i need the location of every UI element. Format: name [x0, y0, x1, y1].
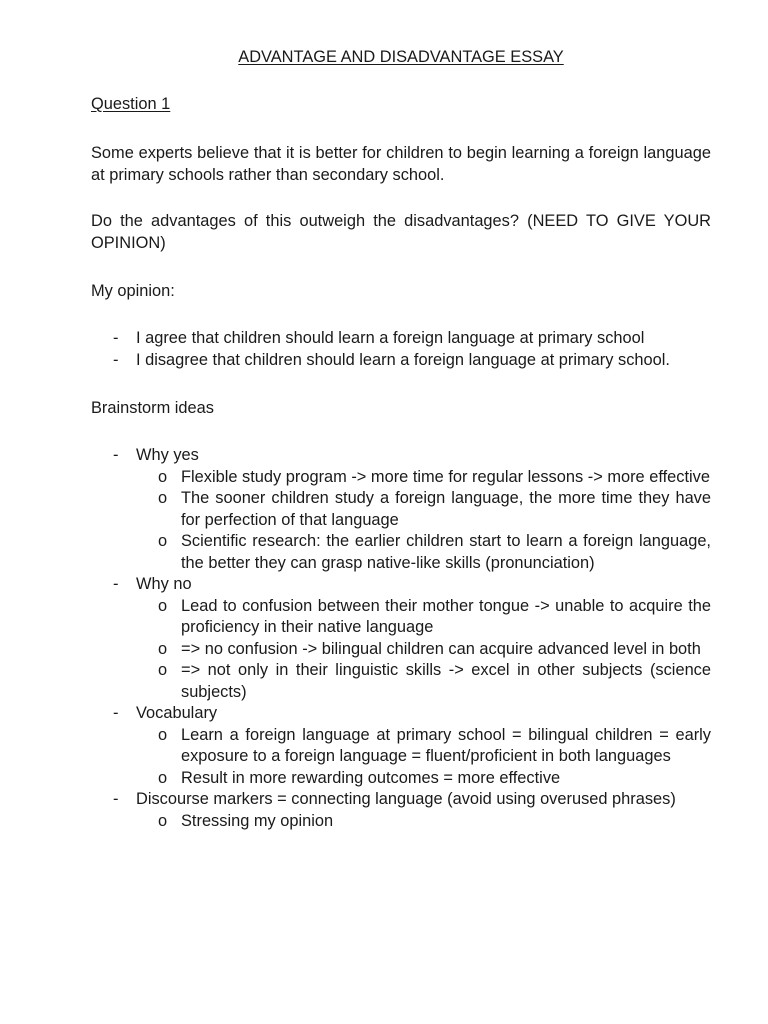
list-item [0, 639, 711, 661]
brainstorm-group-label: Vocabulary [136, 704, 218, 722]
bullet-marker: o [158, 596, 168, 615]
opinion-heading: My opinion: [91, 282, 175, 300]
list-item [0, 703, 711, 725]
list-item [0, 811, 711, 833]
list-item [0, 328, 711, 350]
dash-marker: - [113, 446, 119, 464]
question-task: Do the advantages of this outweigh the disadvantages? (NEED TO GIVE YOUR OPINION) [91, 212, 711, 252]
opinion-item: I disagree that children should learn a foreign language at primary school. [136, 350, 670, 369]
brainstorm-group-label: Why no [136, 575, 192, 593]
bullet-marker: o [158, 532, 168, 550]
list-item [0, 660, 711, 703]
dash-marker: - [113, 790, 119, 808]
list-item [0, 467, 711, 489]
brainstorm-item: Result in more rewarding outcomes = more effective [181, 768, 561, 787]
list-item [0, 574, 711, 596]
brainstorm-heading: Brainstorm ideas [91, 399, 214, 417]
dash-marker: - [113, 329, 119, 347]
list-item [0, 768, 711, 790]
list-item [0, 445, 711, 467]
brainstorm-item: => no confusion -> bilingual children can acquire advanced level in both [181, 639, 701, 658]
list-item [0, 789, 711, 811]
bullet-marker: o [158, 725, 168, 744]
brainstorm-item: Learn a foreign language at primary school = bilingual children = early exposure to a foreign language = fluent/proficient in both languages [181, 725, 711, 765]
brainstorm-item: Stressing my opinion [181, 811, 334, 830]
dash-marker: - [113, 704, 119, 722]
bullet-marker: o [158, 467, 168, 486]
brainstorm-item: Flexible study program -> more time for regular lessons -> more effective [181, 467, 710, 486]
list-item [0, 488, 711, 531]
opinion-item: I agree that children should learn a foreign language at primary school [136, 329, 645, 347]
document-title: ADVANTAGE AND DISADVANTAGE ESSAY [238, 48, 564, 66]
brainstorm-group-label: Why yes [136, 446, 199, 464]
bullet-marker: o [158, 811, 168, 830]
dash-marker: - [113, 575, 119, 593]
brainstorm-item: Lead to confusion between their mother tongue -> unable to acquire the proficiency in their native language [181, 596, 711, 636]
brainstorm-group-label: Discourse markers = connecting language (avoid using overused phrases) [136, 790, 676, 808]
bullet-marker: o [158, 661, 168, 679]
list-item [0, 350, 711, 372]
opinion-list [0, 328, 768, 371]
list-item [0, 531, 711, 574]
question-prompt: Some experts believe that it is better for children to begin learning a foreign language at primary schools rather than secondary school. [91, 144, 711, 184]
list-item [0, 596, 711, 639]
question-label: Question 1 [91, 95, 171, 113]
brainstorm-list [0, 445, 768, 832]
list-item [0, 725, 711, 768]
brainstorm-item: The sooner children study a foreign language, the more time they have for perfection of that language [181, 489, 711, 529]
dash-marker: - [113, 350, 119, 369]
bullet-marker: o [158, 768, 168, 787]
brainstorm-item: => not only in their linguistic skills -> excel in other subjects (science subjects) [181, 661, 711, 701]
bullet-marker: o [158, 639, 168, 658]
brainstorm-item: Scientific research: the earlier children start to learn a foreign language, the better they can grasp native-like skills (pronunciation) [181, 532, 711, 572]
bullet-marker: o [158, 489, 168, 507]
